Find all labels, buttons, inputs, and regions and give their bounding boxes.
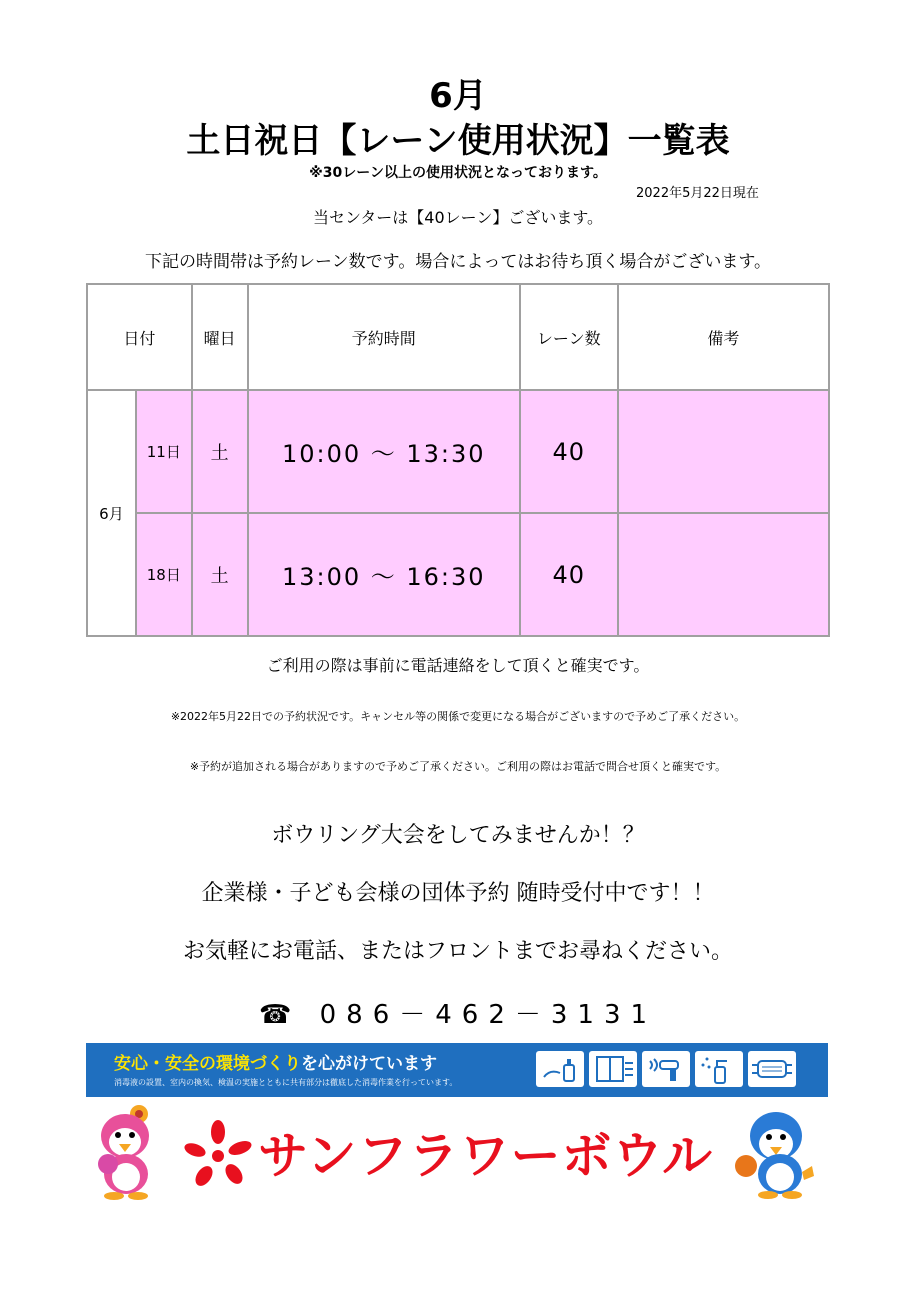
hand-sanitizer-icon bbox=[536, 1051, 584, 1087]
mask-icon bbox=[748, 1051, 796, 1087]
window-ventilation-icon bbox=[589, 1051, 637, 1087]
day-cell: 18日 bbox=[136, 513, 192, 636]
banner-description: 消毒液の設置、室内の換気、検温の実施とともに共有部分は徹底した消毒作業を行っています。 bbox=[114, 1078, 458, 1087]
remarks-cell bbox=[618, 513, 829, 636]
table-row bbox=[87, 513, 829, 636]
header-lanes: レーン数 bbox=[520, 284, 618, 390]
table-row bbox=[87, 390, 829, 513]
header-remarks: 備考 bbox=[618, 284, 829, 390]
lanes-cell: 40 bbox=[520, 513, 618, 636]
page-title: 土日祝日【レーン使用状況】一覧表 bbox=[186, 121, 730, 161]
header-date: 日付 bbox=[87, 284, 192, 390]
banner-title bbox=[114, 1049, 437, 1074]
status-note: ※2022年5月22日での予約状況です。キャンセル等の関係で変更になる場合がございますので予めご了承ください。 bbox=[170, 710, 746, 723]
safety-banner bbox=[86, 1043, 828, 1097]
spray-disinfect-icon bbox=[695, 1051, 743, 1087]
phone-line bbox=[0, 994, 916, 1031]
reservation-notice: 下記の時間帯は予約レーン数です。場合によってはお待ち頂く場合がございます。 bbox=[145, 252, 771, 272]
page-subtitle: ※30レーン以上の使用状況となっております。 bbox=[309, 165, 607, 181]
weekday-cell: 土 bbox=[192, 390, 248, 513]
header-time: 予約時間 bbox=[248, 284, 520, 390]
page-month: 6月 bbox=[429, 76, 487, 116]
table-header-row bbox=[87, 284, 829, 390]
addition-note: ※予約が追加される場合がありますので予めご了承ください。ご利用の際はお電話で問合せ頂くと確実です。 bbox=[189, 760, 727, 773]
lane-schedule-table bbox=[86, 283, 830, 637]
promo-line-2: 企業様・子ども会様の団体予約 随時受付中です！！ bbox=[201, 881, 715, 906]
weekday-cell: 土 bbox=[192, 513, 248, 636]
confirm-note: ご利用の際は事前に電話連絡をして頂くと確実です。 bbox=[266, 656, 650, 675]
sunflower-logo-icon bbox=[182, 1118, 254, 1190]
thermometer-icon bbox=[642, 1051, 690, 1087]
phone-number[interactable]: 086－462－3131 bbox=[319, 1000, 658, 1030]
promo-line-3: お気軽にお電話、またはフロントまでお尋ねください。 bbox=[182, 939, 733, 964]
as-of-date: 2022年5月22日現在 bbox=[636, 186, 759, 201]
brand-logo-text: サンフラワーボウル bbox=[258, 1127, 713, 1185]
lanes-info: 当センターは【40レーン】ございます。 bbox=[312, 208, 604, 227]
banner-highlight: 安心・安全の環境づくり bbox=[114, 1054, 301, 1074]
header-weekday: 曜日 bbox=[192, 284, 248, 390]
promo-line-1: ボウリング大会をしてみませんか！？ bbox=[271, 823, 645, 848]
pink-mascot-icon bbox=[92, 1102, 162, 1202]
lanes-cell: 40 bbox=[520, 390, 618, 513]
blue-mascot-icon bbox=[732, 1102, 822, 1200]
month-cell: 6月 bbox=[87, 390, 136, 636]
phone-icon: ☎ bbox=[258, 1000, 302, 1030]
time-cell: 13:00 ～ 16:30 bbox=[248, 513, 520, 636]
time-cell: 10:00 ～ 13:30 bbox=[248, 390, 520, 513]
day-cell: 11日 bbox=[136, 390, 192, 513]
remarks-cell bbox=[618, 390, 829, 513]
banner-title-rest: を心がけています bbox=[301, 1054, 437, 1074]
